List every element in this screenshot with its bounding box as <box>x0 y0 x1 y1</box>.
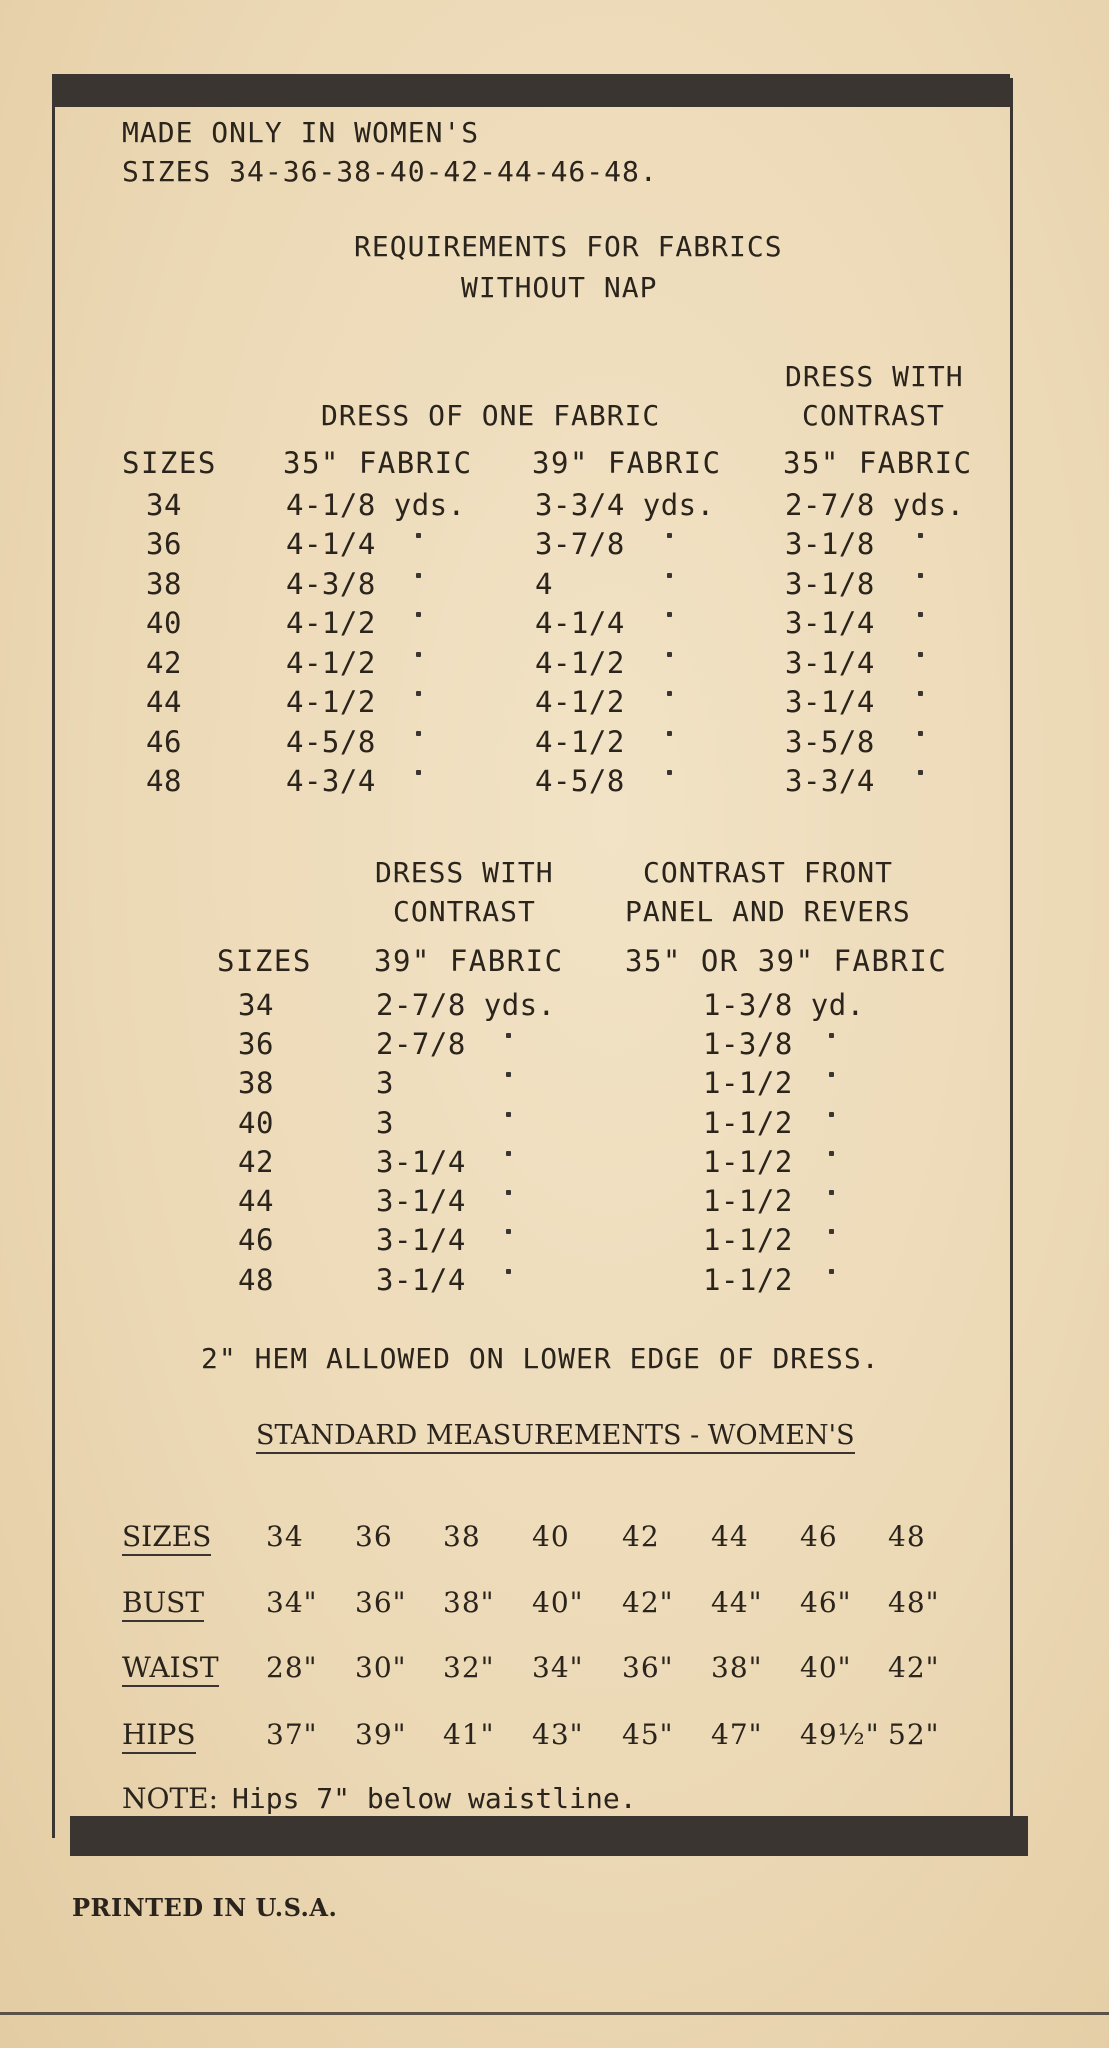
measure-value: 30" <box>355 1651 407 1684</box>
t1-35-value: 4-1/8 yds. <box>286 488 466 522</box>
printed-in-usa: PRINTED IN U.S.A. <box>72 1893 338 1922</box>
measure-value: 42" <box>622 1586 674 1619</box>
t1-35-value: 4-3/4 <box>286 764 376 798</box>
t1-col-39: 39" FABRIC <box>532 446 722 480</box>
t2-size: 48 <box>238 1263 274 1297</box>
t1-contrast-value: 3-5/8 <box>785 725 875 759</box>
t2-panel-value: 1-1/2 <box>703 1106 793 1140</box>
ditto-mark <box>667 533 672 538</box>
measure-value: 36" <box>355 1586 407 1619</box>
measure-value: 34" <box>266 1586 318 1619</box>
t2-contrast-value: 3-1/4 <box>376 1263 466 1297</box>
measure-value: 39" <box>355 1718 407 1751</box>
t1-contrast-value: 3-1/4 <box>785 606 875 640</box>
t1-group-contrast-line-2: CONTRAST <box>802 399 945 432</box>
ditto-mark <box>829 1072 834 1077</box>
t1-col-35: 35" FABRIC <box>283 446 473 480</box>
t1-contrast-value: 3-1/8 <box>785 567 875 601</box>
ditto-mark <box>918 652 923 657</box>
t2-panel-value: 1-1/2 <box>703 1184 793 1218</box>
t1-contrast-value: 3-1/4 <box>785 646 875 680</box>
measure-value: 36" <box>622 1651 674 1684</box>
row-label-bust: BUST <box>122 1586 204 1622</box>
measure-value: 48" <box>888 1586 940 1619</box>
measure-value: 32" <box>443 1651 495 1684</box>
t2-size: 36 <box>238 1027 274 1061</box>
t2-contrast-value: 3 <box>376 1106 394 1140</box>
ditto-mark <box>667 612 672 617</box>
t1-39-value: 4-1/2 <box>535 685 625 719</box>
t2-size: 42 <box>238 1145 274 1179</box>
t1-35-value: 4-1/2 <box>286 646 376 680</box>
ditto-mark <box>918 612 923 617</box>
measure-value: 34 <box>266 1520 304 1553</box>
measure-value: 42 <box>622 1520 660 1553</box>
ditto-mark <box>416 652 421 657</box>
ditto-mark <box>416 533 421 538</box>
t2-size: 44 <box>238 1184 274 1218</box>
ditto-mark <box>667 770 672 775</box>
row-label-waist: WAIST <box>122 1651 219 1687</box>
measure-value: 38 <box>443 1520 481 1553</box>
t1-size: 38 <box>146 567 182 601</box>
t1-35-value: 4-3/8 <box>286 567 376 601</box>
measure-value: 41" <box>443 1718 495 1751</box>
t2-col-35-39: 35" OR 39" FABRIC <box>625 944 948 978</box>
ditto-mark <box>506 1151 511 1156</box>
t1-39-value: 4-1/2 <box>535 646 625 680</box>
t2-size: 40 <box>238 1106 274 1140</box>
t1-group-one-fabric: DRESS OF ONE FABRIC <box>321 399 661 432</box>
t1-39-value: 3-3/4 yds. <box>535 488 715 522</box>
t2-panel-value: 1-3/8 yd. <box>703 988 865 1022</box>
ditto-mark <box>918 573 923 578</box>
ditto-mark <box>416 612 421 617</box>
t2-size: 46 <box>238 1223 274 1257</box>
t1-contrast-value: 3-1/4 <box>785 685 875 719</box>
ditto-mark <box>416 731 421 736</box>
t2-contrast-value: 3 <box>376 1066 394 1100</box>
measure-value: 46" <box>800 1586 852 1619</box>
ditto-mark <box>506 1033 511 1038</box>
requirements-subheading: WITHOUT NAP <box>461 271 658 304</box>
t2-contrast-value: 3-1/4 <box>376 1145 466 1179</box>
ditto-mark <box>416 573 421 578</box>
ditto-mark <box>416 770 421 775</box>
t1-35-value: 4-1/2 <box>286 606 376 640</box>
t2-col-sizes: SIZES <box>217 944 312 978</box>
measure-value: 44 <box>711 1520 749 1553</box>
t2-panel-value: 1-1/2 <box>703 1223 793 1257</box>
intro-line-2: SIZES 34-36-38-40-42-44-46-48. <box>122 155 658 188</box>
row-label-sizes: SIZES <box>122 1520 211 1556</box>
t1-35-value: 4-1/2 <box>286 685 376 719</box>
t1-group-contrast-line-1: DRESS WITH <box>785 360 964 393</box>
t2-contrast-value: 2-7/8 yds. <box>376 988 556 1022</box>
t1-contrast-value: 3-3/4 <box>785 764 875 798</box>
ditto-mark <box>506 1190 511 1195</box>
t1-size: 34 <box>146 488 182 522</box>
ditto-mark <box>506 1072 511 1077</box>
t2-col-39: 39" FABRIC <box>374 944 564 978</box>
t1-39-value: 4-1/2 <box>535 725 625 759</box>
bottom-edge-line <box>0 2012 1109 2015</box>
t2-panel-value: 1-3/8 <box>703 1027 793 1061</box>
note-text: Hips 7" below waistline. <box>232 1782 637 1815</box>
ditto-mark <box>829 1151 834 1156</box>
ditto-mark <box>918 770 923 775</box>
ditto-mark <box>829 1229 834 1234</box>
t1-size: 42 <box>146 646 182 680</box>
measure-value: 38" <box>711 1651 763 1684</box>
t1-39-value: 4 <box>535 567 553 601</box>
ditto-mark <box>667 573 672 578</box>
measure-value: 40" <box>800 1651 852 1684</box>
t1-35-value: 4-1/4 <box>286 527 376 561</box>
t1-contrast-value: 3-1/8 <box>785 527 875 561</box>
t1-contrast-value: 2-7/8 yds. <box>785 488 965 522</box>
ditto-mark <box>829 1190 834 1195</box>
t2-group-contrast-line-1: DRESS WITH <box>375 856 554 889</box>
t1-size: 46 <box>146 725 182 759</box>
ditto-mark <box>667 731 672 736</box>
hem-note: 2" HEM ALLOWED ON LOWER EDGE OF DRESS. <box>201 1342 880 1375</box>
row-label-hips: HIPS <box>122 1718 196 1754</box>
t2-group-contrast-line-2: CONTRAST <box>393 895 536 928</box>
t2-size: 34 <box>238 988 274 1022</box>
measure-value: 40 <box>532 1520 570 1553</box>
t2-contrast-value: 2-7/8 <box>376 1027 466 1061</box>
t1-39-value: 3-7/8 <box>535 527 625 561</box>
measure-value: 38" <box>443 1586 495 1619</box>
measure-value: 44" <box>711 1586 763 1619</box>
ditto-mark <box>829 1269 834 1274</box>
t1-col-sizes: SIZES <box>122 446 217 480</box>
t1-39-value: 4-1/4 <box>535 606 625 640</box>
ditto-mark <box>918 731 923 736</box>
measure-value: 48 <box>888 1520 926 1553</box>
t1-col-35-contrast: 35" FABRIC <box>783 446 973 480</box>
standard-measurements-title: STANDARD MEASUREMENTS - WOMEN'S <box>256 1420 855 1454</box>
t1-size: 44 <box>146 685 182 719</box>
t1-35-value: 4-5/8 <box>286 725 376 759</box>
measure-value: 43" <box>532 1718 584 1751</box>
ditto-mark <box>506 1229 511 1234</box>
measure-value: 28" <box>266 1651 318 1684</box>
note-label: NOTE: <box>122 1782 218 1818</box>
t1-39-value: 4-5/8 <box>535 764 625 798</box>
t1-size: 36 <box>146 527 182 561</box>
measure-value: 47" <box>711 1718 763 1751</box>
measure-value: 52" <box>888 1718 940 1751</box>
measure-value: 49½" <box>800 1718 880 1751</box>
ditto-mark <box>506 1112 511 1117</box>
measure-value: 36 <box>355 1520 393 1553</box>
t2-group-panel-line-1: CONTRAST FRONT <box>643 856 894 889</box>
t2-contrast-value: 3-1/4 <box>376 1223 466 1257</box>
t2-contrast-value: 3-1/4 <box>376 1184 466 1218</box>
ditto-mark <box>829 1033 834 1038</box>
ditto-mark <box>416 691 421 696</box>
intro-line-1: MADE ONLY IN WOMEN'S <box>122 116 480 149</box>
t2-panel-value: 1-1/2 <box>703 1066 793 1100</box>
t1-size: 40 <box>146 606 182 640</box>
bottom-border-bar <box>70 1816 1028 1856</box>
ditto-mark <box>506 1269 511 1274</box>
t2-size: 38 <box>238 1066 274 1100</box>
measure-value: 34" <box>532 1651 584 1684</box>
ditto-mark <box>918 533 923 538</box>
t2-group-panel-line-2: PANEL AND REVERS <box>625 895 911 928</box>
t1-size: 48 <box>146 764 182 798</box>
measure-value: 40" <box>532 1586 584 1619</box>
measure-value: 45" <box>622 1718 674 1751</box>
measure-value: 42" <box>888 1651 940 1684</box>
ditto-mark <box>829 1112 834 1117</box>
ditto-mark <box>918 691 923 696</box>
requirements-heading: REQUIREMENTS FOR FABRICS <box>354 230 783 263</box>
t2-panel-value: 1-1/2 <box>703 1263 793 1297</box>
t2-panel-value: 1-1/2 <box>703 1145 793 1179</box>
ditto-mark <box>667 652 672 657</box>
measure-value: 46 <box>800 1520 838 1553</box>
ditto-mark <box>667 691 672 696</box>
measure-value: 37" <box>266 1718 318 1751</box>
